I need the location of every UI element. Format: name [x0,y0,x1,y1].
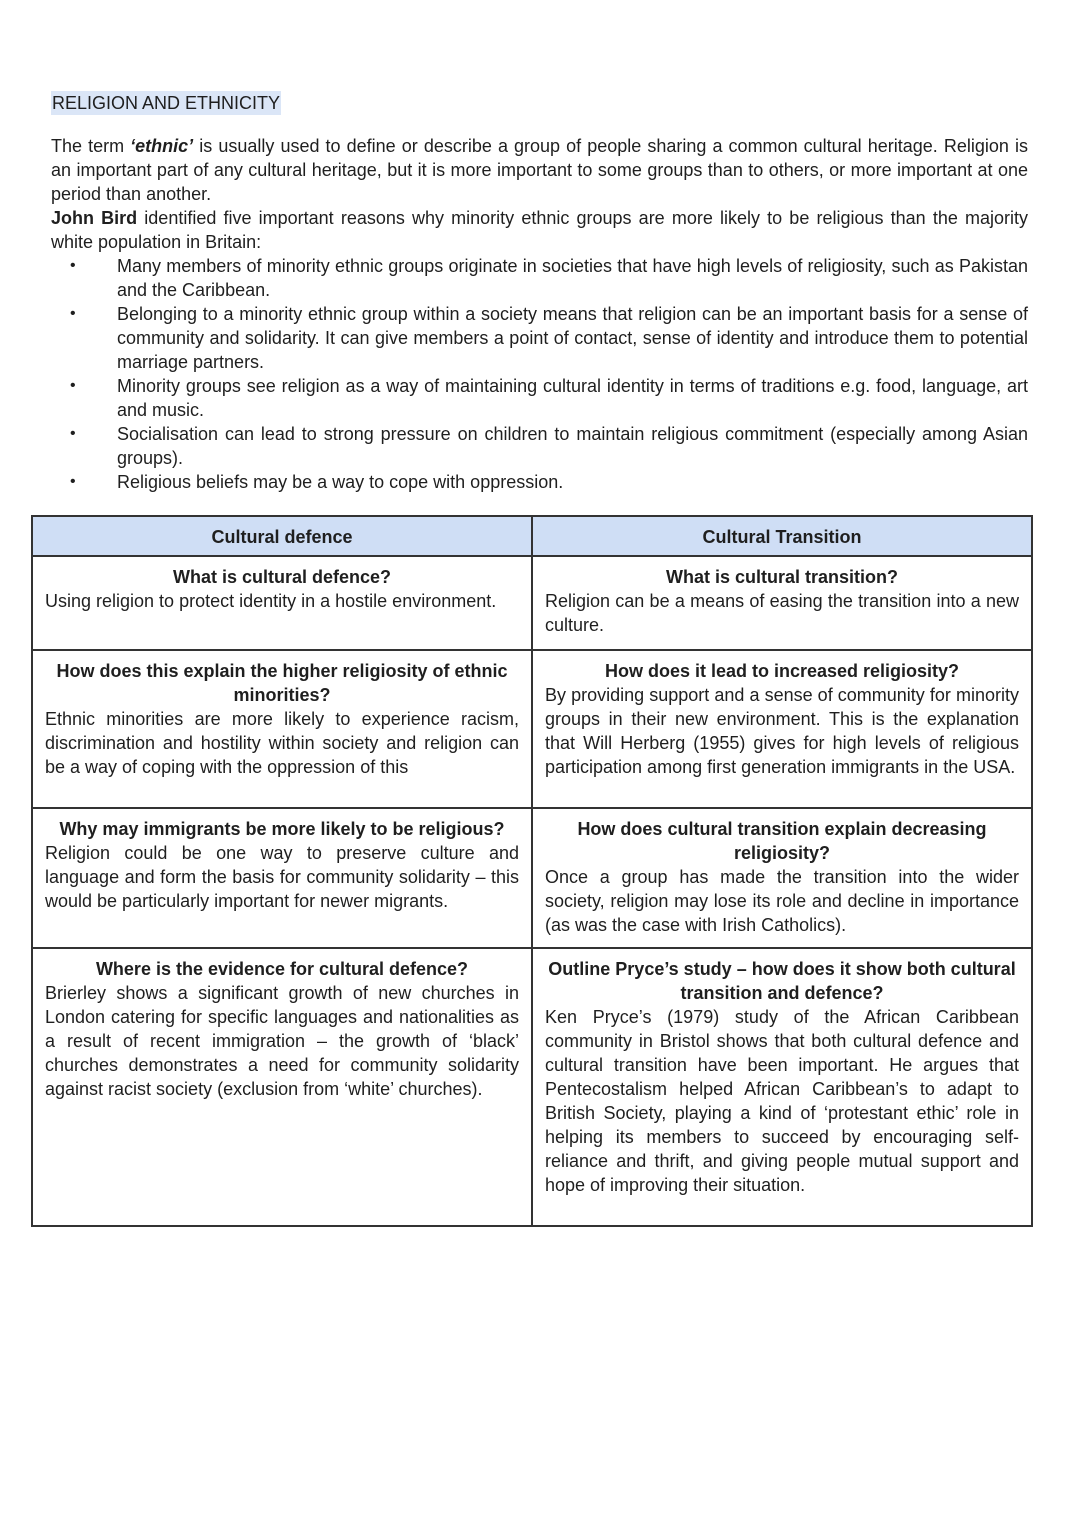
table-cell [32,948,532,1226]
list-item: • Minority groups see religion as a way of maintaining cultural identity in terms of traditions e.g. food, language, art and music. [51,374,1028,422]
table-cell [32,808,532,948]
cell-question: How does it lead to increased religiosity? [604,661,960,681]
cell-answer: Religion could be one way to preserve culture and language and form the basis for community solidarity – this would be particularly important for newer migrants. [45,843,519,911]
ethnic-term: ‘ethnic’ [130,136,194,156]
comparison-table [31,515,1033,1227]
intro-text: identified five important reasons why minority ethnic groups are more likely to be religious than the majority white population in Britain: [51,208,1029,252]
cell-answer: Using religion to protect identity in a hostile environment. [45,591,497,611]
intro-paragraph-2 [51,206,1028,254]
cell-answer: Brierley shows a significant growth of new churches in London catering for specific languages and nationalities as a result of recent immigration – the growth of ‘black’ churches demonstrates a need for community solidarity against racist society (exclusion from ‘white’ churches). [45,983,519,1099]
table-cell [532,948,1032,1226]
list-item: • Socialisation can lead to strong pressure on children to maintain religious commitment (especially among Asian groups). [51,422,1028,470]
header-cultural-transition: Cultural Transition [532,516,1032,556]
cell-answer: Ken Pryce’s (1979) study of the African Caribbean community in Bristol shows that both cultural defence and cultural transition have been important. He argues that Pentecostalism helped African Caribbean’s to adapt to British Society, playing a kind of ‘protestant ethic’ role in helping its members to succeed by encouraging self-reliance and thrift, and giving people mutual support and hope of improving their situation. [545,1007,1019,1195]
cell-question: How does cultural transition explain decreasing religiosity? [577,819,987,863]
intro-paragraph-1 [51,134,1028,206]
intro-text: is usually used to define or describe a group of people sharing a common cultural heritage. Religion is an important part of any cultural heritage, but it is more important to some groups than to others, or more important at one period than another. [51,136,1028,204]
table-cell [532,650,1032,808]
table-row [32,650,1032,808]
cell-answer: Religion can be a means of easing the transition into a new culture. [545,591,1019,635]
table-cell [32,650,532,808]
table-header-row [32,516,1032,556]
intro-text: The term [51,136,131,156]
table-cell [532,556,1032,650]
header-cultural-defence: Cultural defence [32,516,532,556]
table-cell [32,556,532,650]
author-name: John Bird [51,208,138,228]
list-item: • Belonging to a minority ethnic group within a society means that religion can be an important basis for a sense of community and solidarity. It can give members a point of contact, sense of identity and introduce them to potential marriage partners. [51,302,1028,374]
table-row [32,556,1032,650]
cell-question: Where is the evidence for cultural defence? [95,959,469,979]
intro-section [51,134,1028,494]
table-row [32,948,1032,1226]
cell-question: Outline Pryce’s study – how does it show both cultural transition and defence? [548,959,1016,1003]
cell-answer: By providing support and a sense of community for minority groups in their new environment. This is the explanation that Will Herberg (1955) gives for high levels of religious participation among first generation immigrants in the USA. [545,685,1019,777]
cell-answer: Once a group has made the transition into the wider society, religion may lose its role and decline in importance (as was the case with Irish Catholics). [545,867,1019,935]
list-item: • Many members of minority ethnic groups originate in societies that have high levels of religiosity, such as Pakistan and the Caribbean. [51,254,1028,302]
reasons-list [51,254,1028,494]
cell-answer: Ethnic minorities are more likely to experience racism, discrimination and hostility within society and religion can be a way of coping with the oppression of this [45,709,519,777]
table-cell [532,808,1032,948]
list-item: • Religious beliefs may be a way to cope with oppression. [51,470,1028,494]
cell-question: What is cultural defence? [172,567,392,587]
section-title: RELIGION AND ETHNICITY [52,93,281,113]
cell-question: Why may immigrants be more likely to be religious? [59,819,505,839]
cell-question: What is cultural transition? [665,567,898,587]
cell-question: How does this explain the higher religiosity of ethnic minorities? [56,661,508,705]
table-row [32,808,1032,948]
